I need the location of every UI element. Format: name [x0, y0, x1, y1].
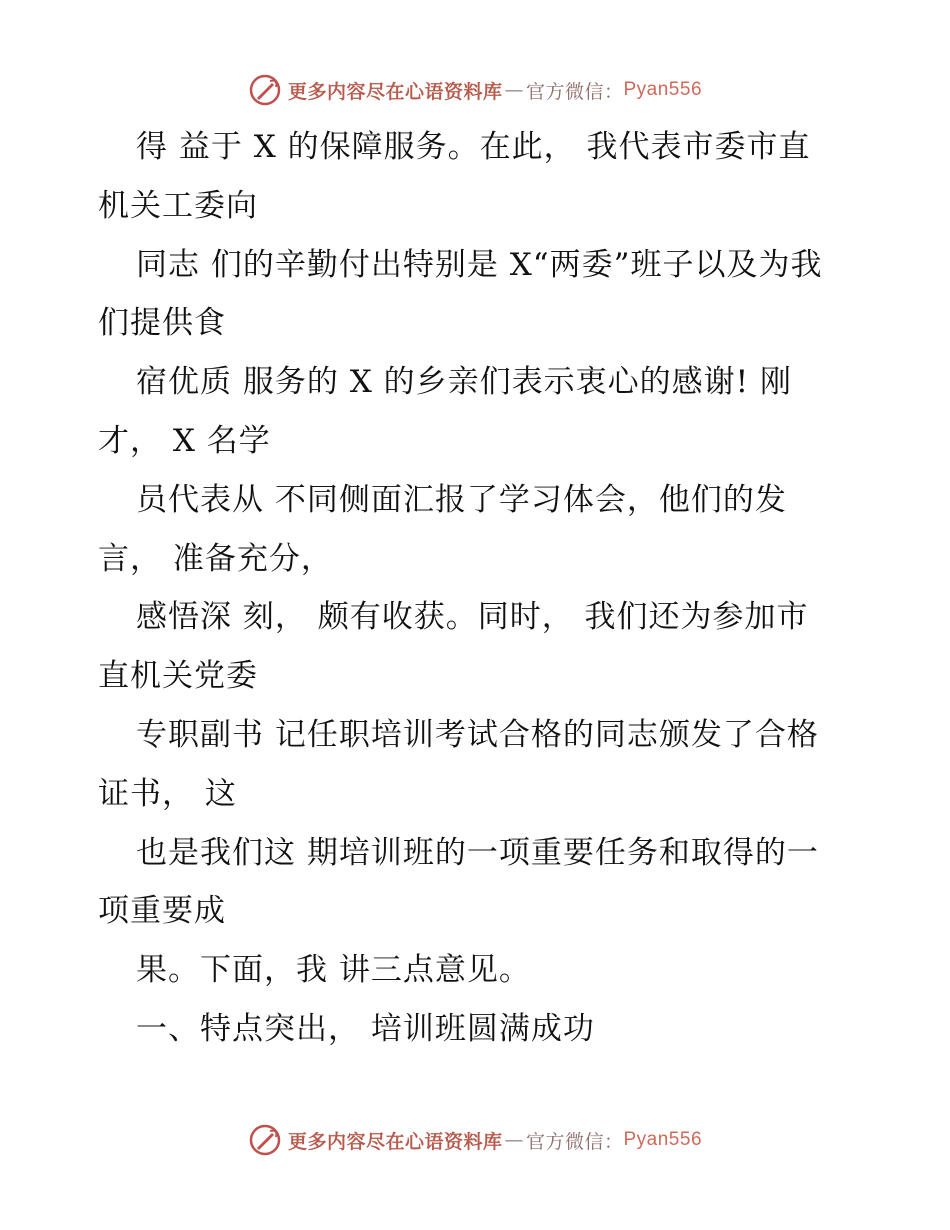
paragraph: 宿优质 服务的 X 的乡亲们表示衷心的感谢! 刚才， X 名学: [98, 364, 792, 459]
watermark-id: Pyan556: [623, 79, 703, 100]
header-watermark: [0, 70, 950, 110]
paragraph: 也是我们这 期培训班的一项重要任务和取得的一项重要成: [98, 834, 819, 930]
paragraph: 果。下面，我 讲三点意见。: [136, 952, 531, 989]
watermark-separator: —: [504, 79, 524, 101]
watermark-id: Pyan556: [623, 1129, 703, 1150]
watermark-text: 更多内容尽在心语资料库: [287, 80, 503, 103]
quill-logo-icon: [248, 1123, 282, 1157]
footer-watermark: [0, 1120, 950, 1160]
watermark-label: 官方微信：: [525, 1130, 624, 1153]
watermark-label: 官方微信：: [525, 80, 624, 103]
paragraph: 专职副书 记任职培训考试合格的同志颁发了合格证书， 这: [98, 716, 819, 812]
section-heading: 一、特点突出， 培训班圆满成功: [136, 1010, 595, 1047]
watermark-separator: —: [504, 1129, 524, 1151]
paragraph: 同志 们的辛勤付出特别是 X“两委”班子以及为我们提供食: [98, 246, 823, 342]
paragraph: 得 益于 X 的保障服务。在此， 我代表市委市直机关工委向: [98, 129, 811, 224]
document-body: [98, 118, 840, 1059]
paragraph: 员代表从 不同侧面汇报了学习体会，他们的发言， 准备充分，: [98, 481, 787, 577]
quill-logo-icon: [248, 73, 282, 107]
paragraph: 感悟深 刻， 颇有收获。同时， 我们还为参加市直机关党委: [98, 599, 809, 695]
watermark-text: 更多内容尽在心语资料库: [287, 1130, 503, 1153]
